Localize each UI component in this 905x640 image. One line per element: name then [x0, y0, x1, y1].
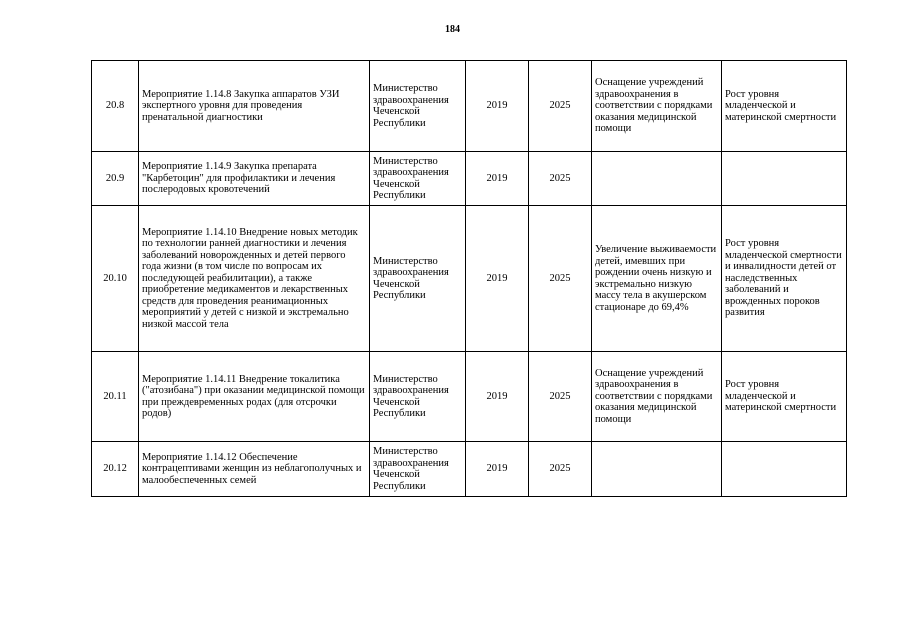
end-year-cell: 2025 [529, 206, 592, 352]
indicator-cell: Рост уровня младенческой смертности и инвалидности детей от наследственных заболеваний и врожденных пороков развития [722, 206, 847, 352]
result-cell [592, 152, 722, 206]
event-cell: Мероприятие 1.14.11 Внедрение токалитика ("атозибана") при оказании медицинской помощи при преждевременных родах (для отсрочки родов) [139, 352, 370, 442]
executor-cell: Министерство здравоохранения Чеченской Республики [370, 352, 466, 442]
start-year-cell: 2019 [466, 61, 529, 152]
row-number: 20.8 [92, 61, 139, 152]
start-year-cell: 2019 [466, 206, 529, 352]
start-year-cell: 2019 [466, 442, 529, 497]
executor-cell: Министерство здравоохранения Чеченской Республики [370, 206, 466, 352]
event-cell: Мероприятие 1.14.10 Внедрение новых методик по технологии ранней диагностики и лечения заболеваний новорожденных и детей первого года жизни (в том числе по вопросам их последующей реабилитации), а также приобретение медикаментов и лекарственных средств для проведения реанимационных мероприятий у детей с низкой и экстремально низкой массой тела [139, 206, 370, 352]
event-cell: Мероприятие 1.14.12 Обеспечение контрацептивами женщин из неблагополучных и малообеспеченных семей [139, 442, 370, 497]
result-cell: Увеличение выживаемости детей, имевших при рождении очень низкую и экстремально низкую массу тела в акушерском стационаре до 69,4% [592, 206, 722, 352]
program-events-table [91, 60, 847, 497]
row-number: 20.12 [92, 442, 139, 497]
result-cell: Оснащение учреждений здравоохранения в соответствии с порядками оказания медицинской помощи [592, 61, 722, 152]
table-row [92, 61, 847, 152]
event-cell: Мероприятие 1.14.9 Закупка препарата "Карбетоцин" для профилактики и лечения послеродовых кровотечений [139, 152, 370, 206]
indicator-cell: Рост уровня младенческой и материнской смертности [722, 352, 847, 442]
table-row [92, 352, 847, 442]
table-row [92, 206, 847, 352]
indicator-cell: Рост уровня младенческой и материнской смертности [722, 61, 847, 152]
table-row [92, 442, 847, 497]
executor-cell: Министерство здравоохранения Чеченской Республики [370, 61, 466, 152]
row-number: 20.10 [92, 206, 139, 352]
table-row [92, 152, 847, 206]
end-year-cell: 2025 [529, 352, 592, 442]
end-year-cell: 2025 [529, 152, 592, 206]
page-number: 184 [445, 24, 460, 35]
row-number: 20.11 [92, 352, 139, 442]
result-cell: Оснащение учреждений здравоохранения в соответствии с порядками оказания медицинской помощи [592, 352, 722, 442]
end-year-cell: 2025 [529, 442, 592, 497]
row-number: 20.9 [92, 152, 139, 206]
executor-cell: Министерство здравоохранения Чеченской Республики [370, 442, 466, 497]
executor-cell: Министерство здравоохранения Чеченской Республики [370, 152, 466, 206]
event-cell: Мероприятие 1.14.8 Закупка аппаратов УЗИ экспертного уровня для проведения пренатальной диагностики [139, 61, 370, 152]
indicator-cell [722, 442, 847, 497]
start-year-cell: 2019 [466, 352, 529, 442]
result-cell [592, 442, 722, 497]
end-year-cell: 2025 [529, 61, 592, 152]
indicator-cell [722, 152, 847, 206]
start-year-cell: 2019 [466, 152, 529, 206]
